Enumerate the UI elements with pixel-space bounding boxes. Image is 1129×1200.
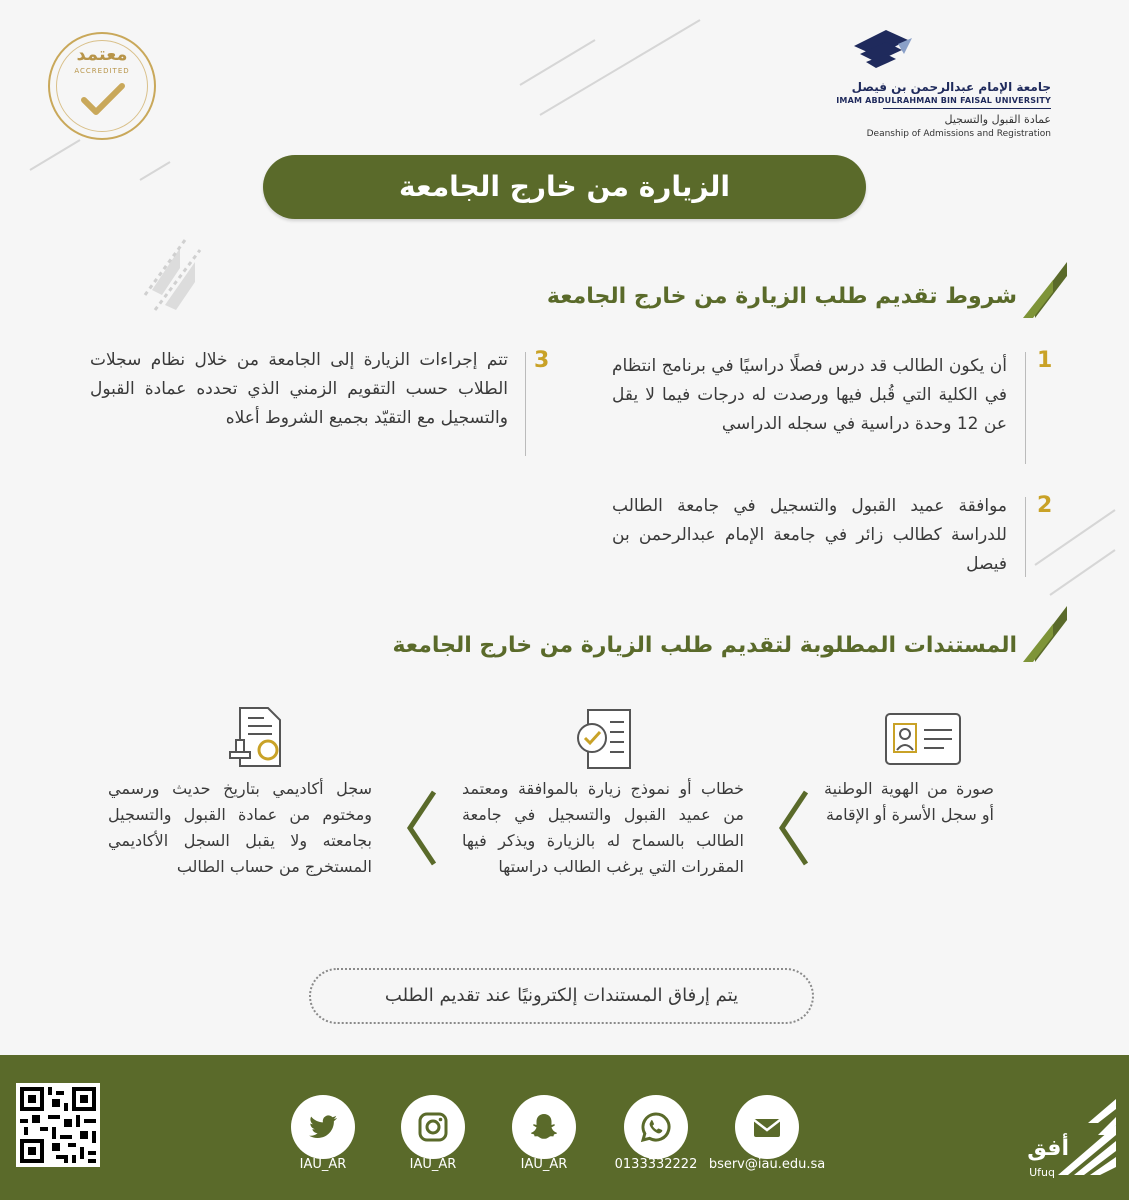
whatsapp-button[interactable] [624, 1095, 688, 1159]
logo-divider [883, 108, 1051, 109]
seal-label-ar: معتمد [76, 44, 128, 65]
condition-divider [1025, 497, 1026, 577]
email-icon [751, 1111, 783, 1143]
condition-text: تتم إجراءات الزيارة إلى الجامعة من خلال نظام سجلات الطلاب حسب التقويم الزمني الذي تحدده عمادة القبول والتسجيل مع التقيّد بجميع الشروط أعلاه [90, 350, 508, 428]
condition-number: 2 [1037, 493, 1053, 518]
document-text: خطاب أو نموذج زيارة بالموافقة ومعتمد من عميد القبول والتسجيل في جامعة الطالب بالسماح له بالزيارة ويذكر فيها المقررات التي يرغب الطالب دراستها [462, 779, 744, 876]
twitter-icon [307, 1111, 339, 1143]
email-address[interactable]: bserv@iau.edu.sa [708, 1157, 826, 1172]
section-marker-icon [1023, 606, 1067, 662]
condition-number: 3 [534, 348, 550, 373]
approved-form-icon [574, 706, 634, 772]
condition-divider [525, 352, 526, 456]
section-marker-icon [1023, 262, 1067, 318]
twitter-handle[interactable]: IAU_AR [299, 1157, 347, 1172]
instagram-handle[interactable]: IAU_AR [409, 1157, 457, 1172]
whatsapp-icon [640, 1111, 672, 1143]
stamped-record-icon [228, 704, 288, 770]
whatsapp-number[interactable]: 0133332222 [614, 1157, 698, 1172]
university-name-ar: جامعة الإمام عبدالرحمن بن فيصل [851, 80, 1051, 94]
ufuq-brand-en: Ufuq [1029, 1166, 1055, 1179]
documents-heading: المستندات المطلوبة لتقديم طلب الزيارة من خارج الجامعة [392, 633, 1017, 658]
snapchat-button[interactable] [512, 1095, 576, 1159]
document-text: صورة من الهوية الوطنية أو سجل الأسرة أو الإقامة [824, 779, 994, 824]
snapchat-icon [528, 1111, 560, 1143]
accreditation-seal [48, 32, 156, 140]
university-name-en: IMAM ABDULRAHMAN BIN FAISAL UNIVERSITY [836, 96, 1051, 105]
id-card-icon [884, 712, 962, 766]
conditions-heading: شروط تقديم طلب الزيارة من خارج الجامعة [546, 284, 1017, 309]
instagram-icon [417, 1111, 449, 1143]
document-text: سجل أكاديمي بتاريخ حديث ورسمي ومختوم من عمادة القبول والتسجيل بجامعته ولا يقبل السجل الأكاديمي المستخرج من حساب الطالب [108, 779, 372, 876]
page-title: الزيارة من خارج الجامعة [263, 155, 866, 219]
university-emblem-icon [846, 28, 916, 78]
ufuq-brand-ar: أفق [1027, 1136, 1069, 1161]
chevron-left-icon [404, 788, 438, 868]
ufuq-logo-icon [1058, 1095, 1116, 1175]
seal-check-icon [80, 82, 126, 118]
condition-text: أن يكون الطالب قد درس فصلًا دراسيًا في برنامج انتظام في الكلية التي قُبل فيها ورصدت له درجات فيما لا يقل عن 12 وحدة دراسية في سجله الدراسي [612, 356, 1007, 434]
seal-label-en: ACCREDITED [74, 67, 130, 75]
qr-code-icon[interactable] [16, 1083, 100, 1167]
snapchat-handle[interactable]: IAU_AR [520, 1157, 568, 1172]
condition-divider [1025, 352, 1026, 464]
deanship-name-en: Deanship of Admissions and Registration [866, 129, 1051, 139]
condition-text: موافقة عميد القبول والتسجيل في جامعة الطالب للدراسة كطالب زائر في جامعة الإمام عبدالرحمن بن فيصل [612, 496, 1007, 574]
chevron-left-icon [776, 788, 810, 868]
email-button[interactable] [735, 1095, 799, 1159]
twitter-button[interactable] [291, 1095, 355, 1159]
condition-number: 1 [1037, 348, 1053, 373]
instagram-button[interactable] [401, 1095, 465, 1159]
electronic-attachment-note: يتم إرفاق المستندات إلكترونيًا عند تقديم الطلب [309, 968, 814, 1024]
university-logo [836, 28, 1051, 148]
deanship-name-ar: عمادة القبول والتسجيل [944, 113, 1051, 126]
